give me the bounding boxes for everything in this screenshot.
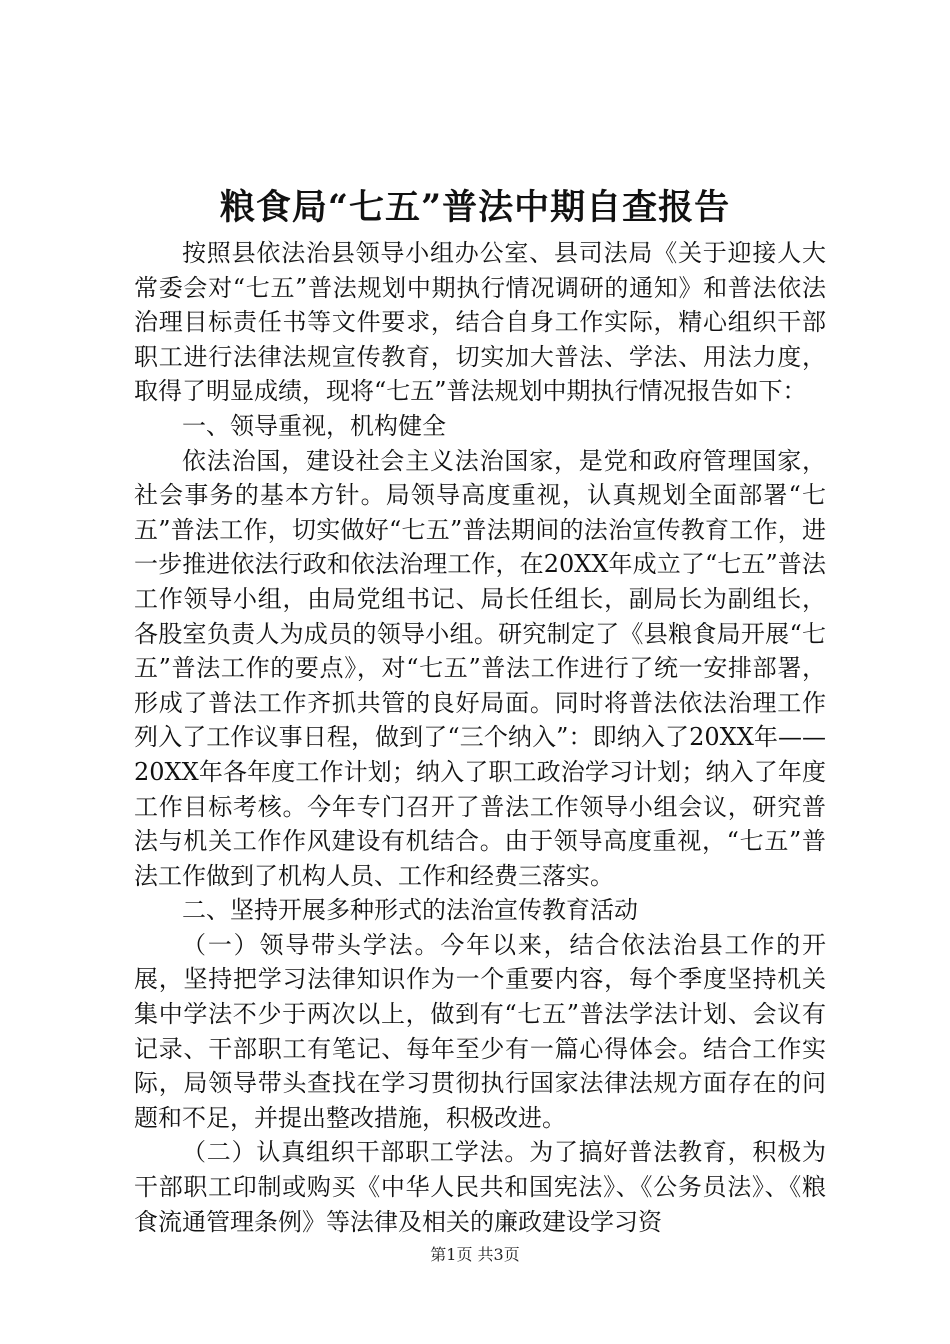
document-body: [134, 236, 826, 1239]
page-footer: 第1页 共3页: [430, 1245, 520, 1264]
subsection-2-paragraph: （二）认真组织干部职工学法。为了搞好普法教育，积极为干部职工印制或购买《中华人民共和国宪法》、《公务员法》、《粮食流通管理条例》等法律及相关的廉政建设学习资: [134, 1138, 826, 1236]
section-heading-2: 二、坚持开展多种形式的法治宣传教育活动: [182, 896, 638, 925]
document-title: 粮食局“七五”普法中期自查报告: [219, 187, 731, 228]
section-1-paragraph: 依法治国，建设社会主义法治国家，是党和政府管理国家，社会事务的基本方针。局领导高度重视，认真规划全面部署“七五”普法工作，切实做好“七五”普法期间的法治宣传教育工作，进一步推进依法行政和依法治理工作，在20XX年成立了“七五”普法工作领导小组，由局党组书记、局长任组长，副局长为副组长，各股室负责人为成员的领导小组。研究制定了《县粮食局开展“七五”普法工作的要点》，对“七五”普法工作进行了统一安排部署，形成了普法工作齐抓共管的良好局面。同时将普法依法治理工作列入了工作议事日程，做到了“三个纳入”：即纳入了20XX年——20XX年各年度工作计划；纳入了职工政治学习计划；纳入了年度工作目标考核。今年专门召开了普法工作领导小组会议，研究普法与机关工作作风建设有机结合。由于领导高度重视，“七五”普法工作做到了机构人员、工作和经费三落实。: [134, 446, 826, 890]
subsection-1-paragraph: （一）领导带头学法。今年以来，结合依法治县工作的开展，坚持把学习法律知识作为一个重要内容，每个季度坚持机关集中学法不少于两次以上，做到有“七五”普法学法计划、会议有记录、干部职工有笔记、每年至少有一篇心得体会。结合工作实际，局领导带头查找在学习贯彻执行国家法律法规方面存在的问题和不足，并提出整改措施，积极改进。: [134, 930, 826, 1132]
section-heading-1: 一、领导重视，机构健全: [182, 411, 446, 440]
intro-paragraph: 按照县依法治县领导小组办公室、县司法局《关于迎接人大常委会对“七五”普法规划中期执行情况调研的通知》和普法依法治理目标责任书等文件要求，结合自身工作实际，精心组织干部职工进行法律法规宣传教育，切实加大普法、学法、用法力度，取得了明显成绩，现将“七五”普法规划中期执行情况报告如下：: [134, 239, 826, 406]
